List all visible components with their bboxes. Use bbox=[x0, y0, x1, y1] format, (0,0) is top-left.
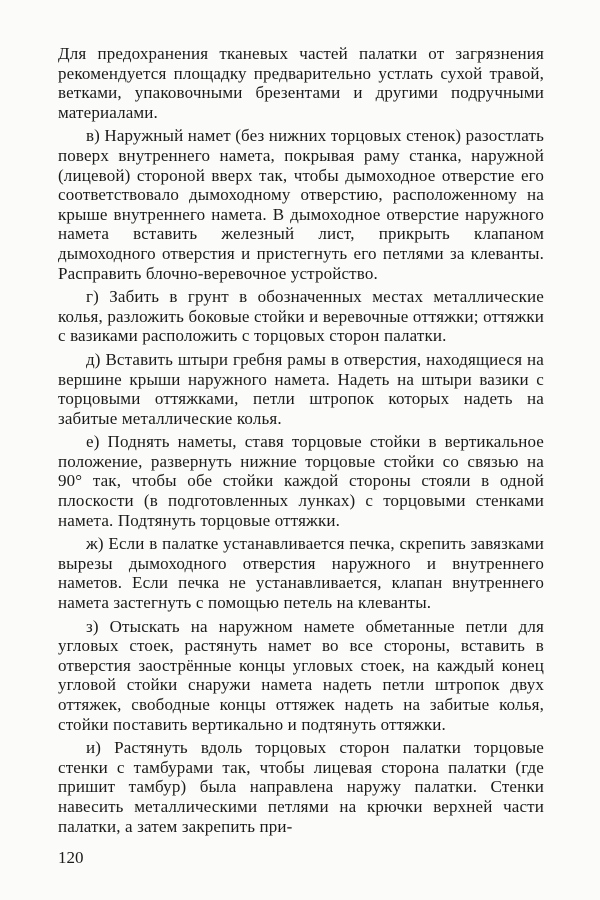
paragraph-z: з) Отыскать на наружном намете обметанные петли для угловых стоек, растянуть намет во все стороны, вставить в отверстия заострённые концы угловых стоек, на каждый конец угловой стойки снаружи намета надеть петли штропок двух оттяжек, свободные концы оттяжек надеть на забитые колья, стойки поставить вертикально и подтянуть оттяжки. bbox=[58, 616, 544, 734]
paragraph-v: в) Наружный намет (без нижних торцовых стенок) разостлать поверх внутреннего намета, покрывая раму станка, наружной (лицевой) стороной вверх так, чтобы дымоходное отверстие его соответствовало дымоходному отверстию, расположенному на крыше внутреннего намета. В дымоходное отверстие наружного намета вставить железный лист, прикрыть клапаном дымоходного отверстия и пристегнуть его петлями за клеванты. Расправить блочно-веревочное устройство. bbox=[58, 126, 544, 283]
body-text bbox=[58, 44, 544, 836]
paragraph-i: и) Растянуть вдоль торцовых сторон палатки торцовые стенки с тамбурами так, чтобы лицевая сторона палатки (где пришит тамбур) была направлена наружу палатки. Стенки навесить металлическими петлями на крючки верхней части палатки, а затем закрепить при- bbox=[58, 738, 544, 836]
paragraph-d: д) Вставить штыри гребня рамы в отверстия, находящиеся на вершине крыши наружного намета. Надеть на штыри вазики с торцовыми оттяжками, петли штропок которых надеть на забитые металлические колья. bbox=[58, 349, 544, 428]
paragraph-zh: ж) Если в палатке устанавливается печка, скрепить завязками вырезы дымоходного отверстия наружного и внутреннего наметов. Если печка не устанавливается, клапан внутреннего намета застегнуть с помощью петель на клеванты. bbox=[58, 534, 544, 613]
paragraph-g: г) Забить в грунт в обозначенных местах металлические колья, разложить боковые стойки и веревочные оттяжки; оттяжки с вазиками расположить с торцовых сторон палатки. bbox=[58, 287, 544, 346]
paragraph-e: е) Поднять наметы, ставя торцовые стойки в вертикальное положение, развернуть нижние торцовые стойки со связью на 90° так, чтобы обе стойки каждой стороны стояли в одной плоскости (в подготовленных лунках) с торцовыми стенками намета. Подтянуть торцовые оттяжки. bbox=[58, 432, 544, 530]
paragraph-intro: Для предохранения тканевых частей палатки от загрязнения рекомендуется площадку предварительно устлать сухой травой, ветками, упаковочными брезентами и другими подручными материалами. bbox=[58, 44, 544, 122]
page-number: 120 bbox=[58, 848, 84, 867]
